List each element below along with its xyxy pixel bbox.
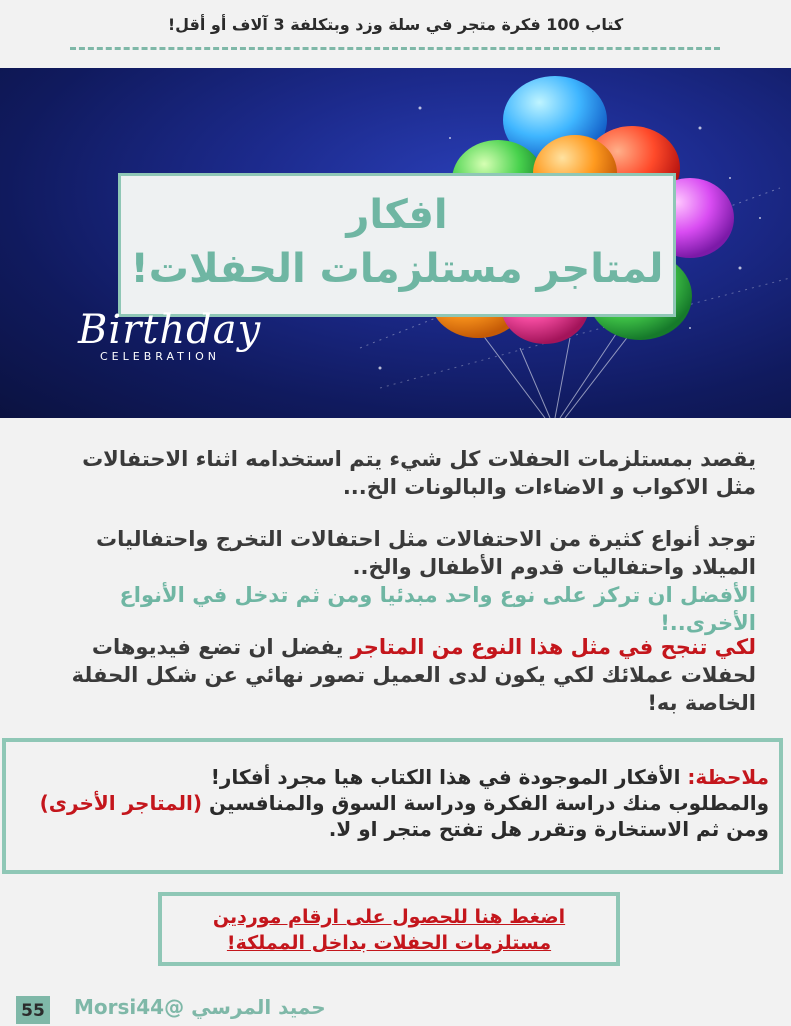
note-box	[2, 738, 783, 874]
paragraph-types	[36, 525, 756, 637]
hero-banner	[0, 68, 791, 418]
header-divider	[70, 47, 720, 50]
success-text: يفضل ان تضع فيديوهات لحفلات عملائك لكي يكون لدى العميل تصور نهائي عن شكل الحفلة الخاصة به!	[71, 635, 756, 715]
footer-author: حميد المرسي @Morsi44	[74, 995, 326, 1019]
cta-line2[interactable]: مستلزمات الحفلات بداخل المملكة!	[226, 932, 552, 954]
celebration-text: CELEBRATION	[100, 350, 220, 363]
note-line1-text: الأفكار الموجودة في هذا الكتاب هيا مجرد أفكار!	[210, 765, 688, 789]
hero-title-box	[118, 173, 676, 317]
note-line2-text: والمطلوب منك دراسة الفكرة ودراسة السوق والمنافسين	[202, 791, 769, 815]
birthday-script-text: Birthday	[78, 307, 262, 353]
note-text	[29, 764, 769, 842]
page-number: 55	[16, 996, 50, 1024]
suppliers-link-button[interactable]	[158, 892, 620, 966]
note-label: ملاحظة:	[687, 765, 769, 789]
paragraph-types-text: توجد أنواع كثيرة من الاحتفالات مثل احتفالات التخرج واحتفاليات الميلاد واحتفاليات قدوم الأطفال والخ..	[96, 527, 756, 579]
note-line2-highlight: (المتاجر الأخرى)	[39, 791, 203, 815]
note-line1	[29, 764, 769, 790]
hero-title-line1: افكار	[346, 192, 448, 238]
header-title: كتاب 100 فكرة متجر في سلة وزد وبتكلفة 3 آلاف أو أقل!	[167, 15, 624, 34]
hero-title-line2: لمتاجر مستلزمات الحفلات!	[130, 246, 664, 292]
note-line2	[29, 790, 769, 816]
cta-line1[interactable]: اضغط هنا للحصول على ارقام موردين	[212, 906, 566, 928]
birthday-celebration-logo	[78, 308, 338, 378]
success-highlight: لكي تنجح في مثل هذا النوع من المتاجر	[350, 635, 756, 659]
paragraph-tip: الأفضل ان تركز على نوع واحد مبدئيا ومن ثم تدخل في الأنواع الأخرى..!	[119, 583, 756, 635]
paragraph-success	[36, 633, 756, 717]
note-line3: ومن ثم الاستخارة وتقرر هل تفتح متجر او لا.	[328, 817, 769, 841]
paragraph-definition: يقصد بمستلزمات الحفلات كل شيء يتم استخدامه اثناء الاحتفالات مثل الاكواب و الاضاءات والبالونات الخ...	[82, 447, 756, 499]
